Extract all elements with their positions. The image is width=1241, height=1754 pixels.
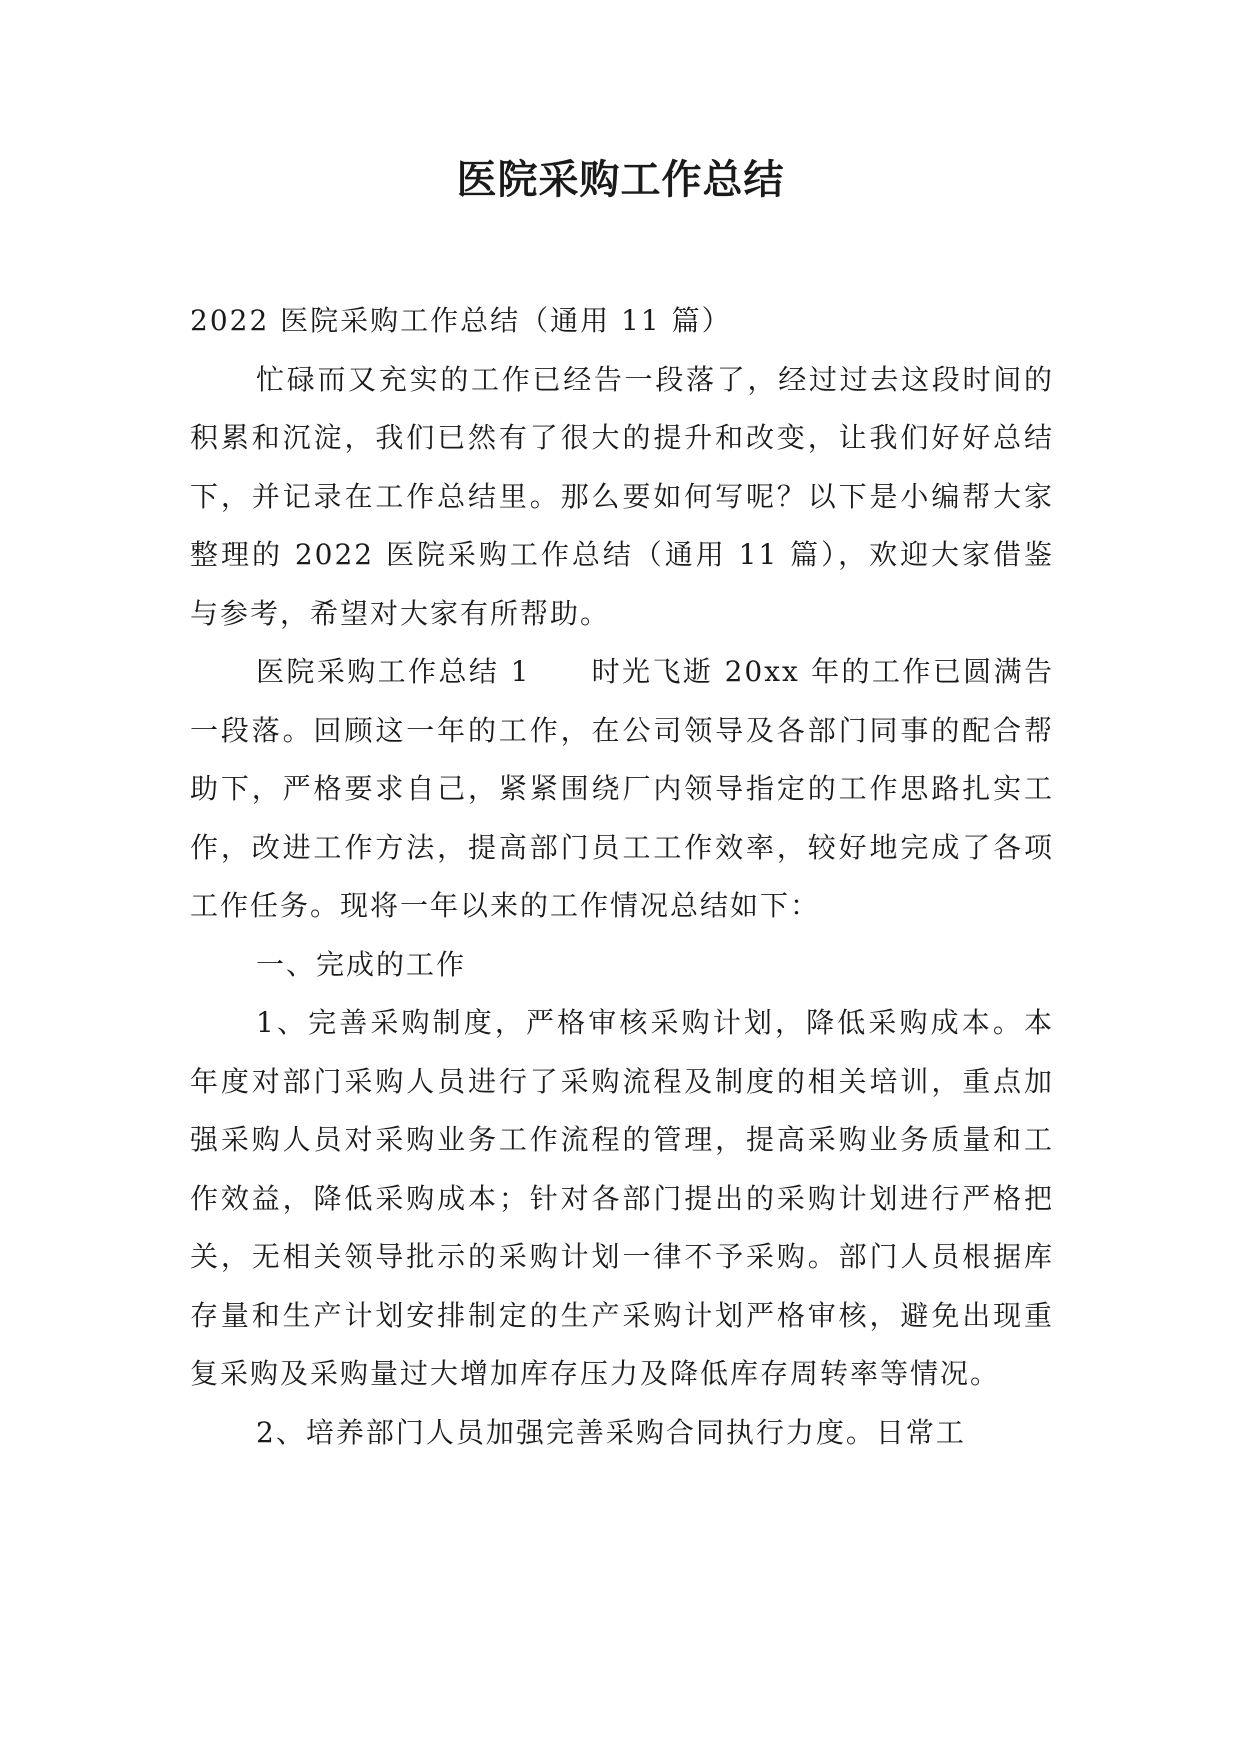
intro-paragraph: 忙碌而又充实的工作已经告一段落了，经过过去这段时间的积累和沉淀，我们已然有了很大的提升和改变，让我们好好总结下，并记录在工作总结里。那么要如何写呢？以下是小编帮大家整理的 2022 医院采购工作总结（通用 11 篇），欢迎大家借鉴与参考，希望对大家有所帮助。	[190, 362, 1054, 630]
item-1-paragraph: 1、完善采购制度，严格审核采购计划，降低采购成本。本年度对部门采购人员进行了采购流程及制度的相关培训，重点加强采购人员对采购业务工作流程的管理，提高采购业务质量和工作效益，降低采购成本；针对各部门提出的采购计划进行严格把关，无相关领导批示的采购计划一律不予采购。部门人员根据库存量和生产计划安排制定的生产采购计划严格审核，避免出现重复采购及采购量过大增加库存压力及降低库存周转率等情况。	[190, 1006, 1054, 1390]
item-2-paragraph: 2、培养部门人员加强完善采购合同执行力度。日常工	[256, 1415, 966, 1449]
section-heading-completed-work: 一、完成的工作	[256, 947, 467, 981]
document-title: 医院采购工作总结	[456, 157, 785, 203]
document-body	[190, 292, 1054, 1462]
summary-1-paragraph: 医院采购工作总结 1 时光飞逝 20xx 年的工作已圆满告一段落。回顾这一年的工作，在公司领导及各部门同事的配合帮助下，严格要求自己，紧紧围绕厂内领导指定的工作思路扎实工作，改进工作方法，提高部门员工工作效率，较好地完成了各项工作任务。现将一年以来的工作情况总结如下：	[190, 655, 1054, 922]
document-subtitle: 2022 医院采购工作总结（通用 11 篇）	[190, 304, 732, 337]
